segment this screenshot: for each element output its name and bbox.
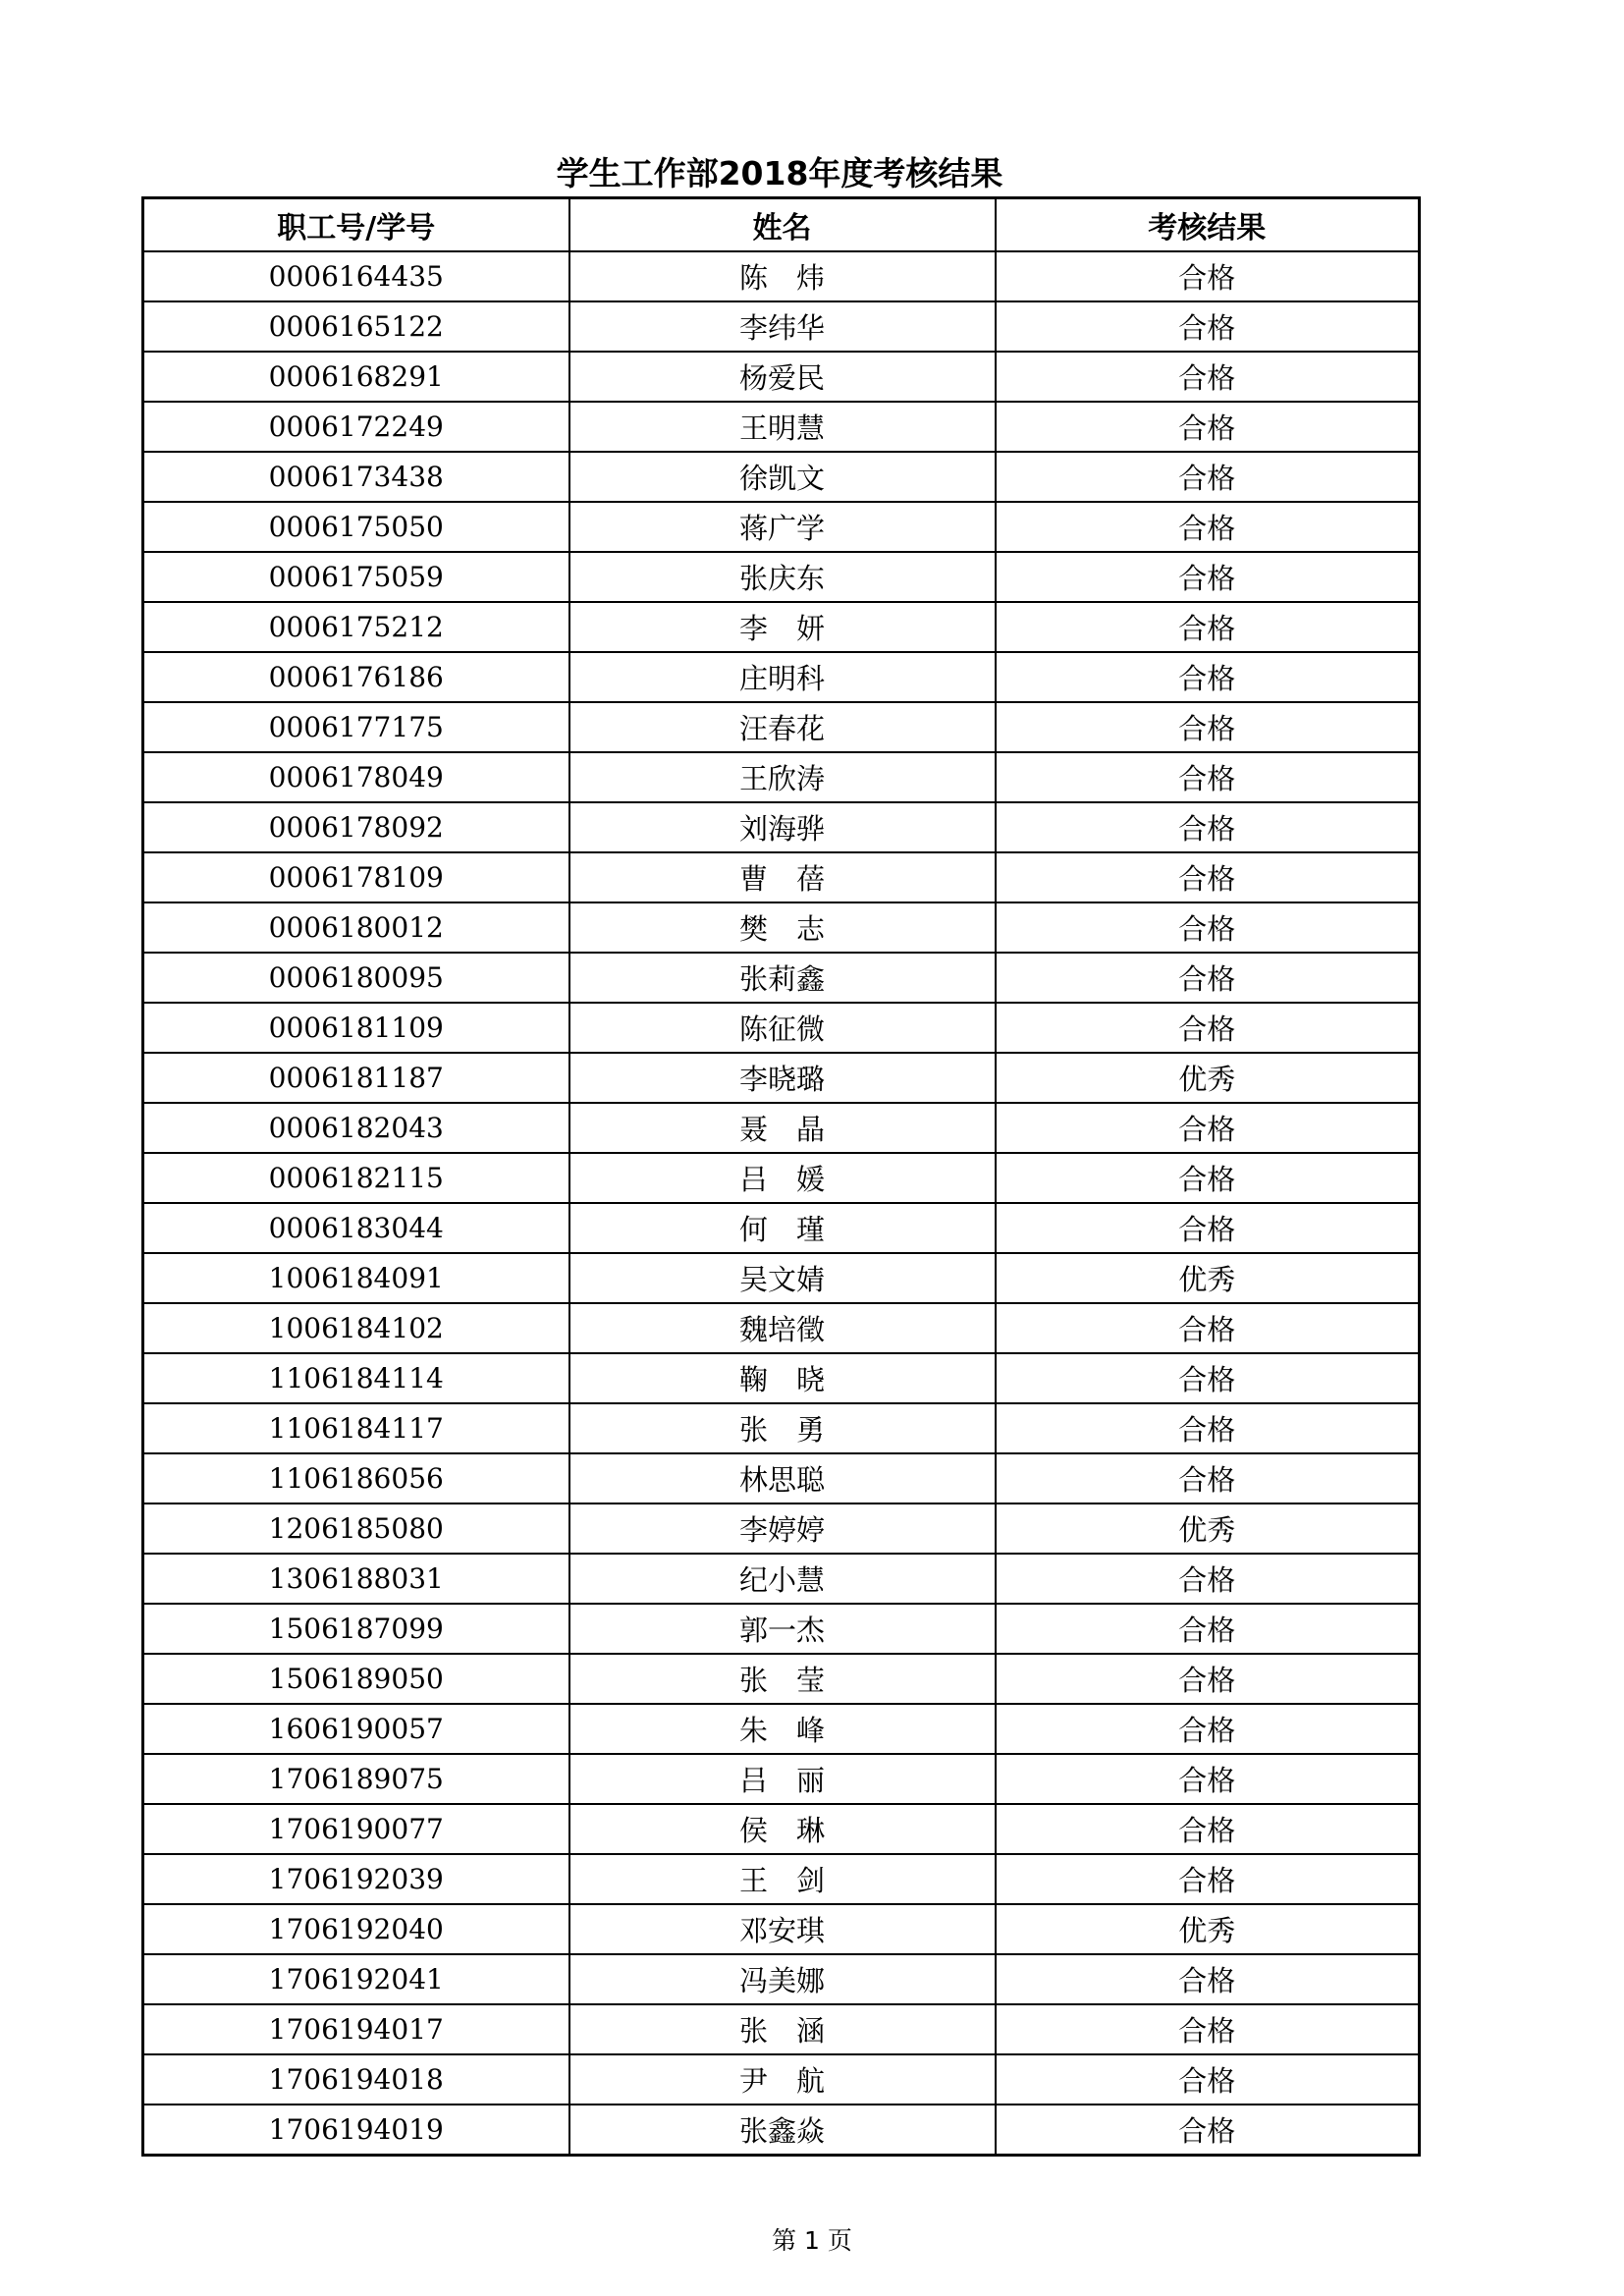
cell-result: 合格 <box>996 852 1420 902</box>
cell-result: 合格 <box>996 1153 1420 1203</box>
cell-result: 优秀 <box>996 1053 1420 1103</box>
table-row <box>143 1103 1420 1153</box>
table-row <box>143 1203 1420 1253</box>
cell-name: 张鑫焱 <box>569 2105 996 2156</box>
cell-result: 优秀 <box>996 1253 1420 1303</box>
header-name: 姓名 <box>569 198 996 252</box>
cell-name: 汪春花 <box>569 702 996 752</box>
table-row <box>143 602 1420 652</box>
table-row <box>143 852 1420 902</box>
cell-id: 1506187099 <box>143 1604 569 1654</box>
table-row <box>143 251 1420 301</box>
cell-result: 合格 <box>996 702 1420 752</box>
cell-result: 合格 <box>996 1103 1420 1153</box>
cell-id: 0006182115 <box>143 1153 569 1203</box>
table-row <box>143 1403 1420 1453</box>
cell-name: 李婷婷 <box>569 1503 996 1554</box>
cell-id: 0006177175 <box>143 702 569 752</box>
cell-result: 合格 <box>996 1954 1420 2004</box>
cell-id: 1706190077 <box>143 1804 569 1854</box>
cell-result: 合格 <box>996 752 1420 802</box>
cell-name: 张莉鑫 <box>569 953 996 1003</box>
cell-name: 王欣涛 <box>569 752 996 802</box>
cell-name: 庄明科 <box>569 652 996 702</box>
cell-id: 1006184091 <box>143 1253 569 1303</box>
cell-result: 合格 <box>996 2004 1420 2054</box>
cell-id: 0006178092 <box>143 802 569 852</box>
cell-name: 张 涵 <box>569 2004 996 2054</box>
cell-id: 0006181187 <box>143 1053 569 1103</box>
cell-id: 0006180095 <box>143 953 569 1003</box>
table-body <box>143 251 1420 2156</box>
table-row <box>143 1804 1420 1854</box>
cell-result: 合格 <box>996 251 1420 301</box>
cell-id: 0006180012 <box>143 902 569 953</box>
cell-name: 聂 晶 <box>569 1103 996 1153</box>
cell-id: 1206185080 <box>143 1503 569 1554</box>
cell-name: 曹 蓓 <box>569 852 996 902</box>
cell-id: 0006181109 <box>143 1003 569 1053</box>
cell-id: 0006182043 <box>143 1103 569 1153</box>
cell-name: 吴文婧 <box>569 1253 996 1303</box>
cell-name: 张 莹 <box>569 1654 996 1704</box>
cell-result: 合格 <box>996 602 1420 652</box>
cell-name: 徐凯文 <box>569 452 996 502</box>
cell-result: 合格 <box>996 2105 1420 2156</box>
cell-result: 合格 <box>996 1203 1420 1253</box>
header-id: 职工号/学号 <box>143 198 569 252</box>
cell-name: 吕 丽 <box>569 1754 996 1804</box>
cell-id: 0006168291 <box>143 352 569 402</box>
cell-id: 1706192041 <box>143 1954 569 2004</box>
cell-result: 合格 <box>996 1403 1420 1453</box>
table-row <box>143 402 1420 452</box>
table-row <box>143 802 1420 852</box>
cell-name: 王明慧 <box>569 402 996 452</box>
table-row <box>143 953 1420 1003</box>
cell-result: 合格 <box>996 2054 1420 2105</box>
cell-name: 张庆东 <box>569 552 996 602</box>
table-row <box>143 552 1420 602</box>
cell-name: 朱 峰 <box>569 1704 996 1754</box>
cell-id: 1706189075 <box>143 1754 569 1804</box>
table-row <box>143 1604 1420 1654</box>
cell-name: 杨爱民 <box>569 352 996 402</box>
cell-id: 0006164435 <box>143 251 569 301</box>
table-row <box>143 1954 1420 2004</box>
cell-result: 合格 <box>996 802 1420 852</box>
cell-name: 蒋广学 <box>569 502 996 552</box>
table-row <box>143 652 1420 702</box>
cell-name: 李 妍 <box>569 602 996 652</box>
cell-id: 0006178109 <box>143 852 569 902</box>
cell-result: 合格 <box>996 953 1420 1003</box>
cell-id: 0006172249 <box>143 402 569 452</box>
table-row <box>143 1303 1420 1353</box>
results-table <box>141 196 1421 2157</box>
cell-result: 合格 <box>996 552 1420 602</box>
cell-result: 合格 <box>996 301 1420 352</box>
cell-result: 合格 <box>996 1754 1420 1804</box>
cell-name: 邓安琪 <box>569 1904 996 1954</box>
table-row <box>143 452 1420 502</box>
cell-name: 何 瑾 <box>569 1203 996 1253</box>
cell-id: 1606190057 <box>143 1704 569 1754</box>
table-row <box>143 2004 1420 2054</box>
table-row <box>143 1554 1420 1604</box>
cell-id: 1006184102 <box>143 1303 569 1353</box>
table-row <box>143 1253 1420 1303</box>
cell-id: 1706192039 <box>143 1854 569 1904</box>
cell-result: 优秀 <box>996 1904 1420 1954</box>
cell-id: 0006175212 <box>143 602 569 652</box>
cell-name: 陈 炜 <box>569 251 996 301</box>
cell-name: 魏培徵 <box>569 1303 996 1353</box>
table-row <box>143 702 1420 752</box>
cell-id: 0006175050 <box>143 502 569 552</box>
table-row <box>143 1904 1420 1954</box>
cell-id: 1306188031 <box>143 1554 569 1604</box>
cell-id: 0006176186 <box>143 652 569 702</box>
cell-result: 合格 <box>996 452 1420 502</box>
table-row <box>143 1003 1420 1053</box>
table-header <box>143 198 1420 252</box>
cell-name: 李纬华 <box>569 301 996 352</box>
table-row <box>143 1453 1420 1503</box>
cell-id: 1706194017 <box>143 2004 569 2054</box>
table-row <box>143 1153 1420 1203</box>
table-row <box>143 2054 1420 2105</box>
table-row <box>143 1353 1420 1403</box>
table-row <box>143 1704 1420 1754</box>
table-row <box>143 1854 1420 1904</box>
table-row <box>143 752 1420 802</box>
table-row <box>143 352 1420 402</box>
cell-result: 合格 <box>996 1804 1420 1854</box>
table-row <box>143 1754 1420 1804</box>
header-result: 考核结果 <box>996 198 1420 252</box>
cell-result: 合格 <box>996 1453 1420 1503</box>
cell-id: 0006183044 <box>143 1203 569 1253</box>
table-row <box>143 1503 1420 1554</box>
cell-name: 郭一杰 <box>569 1604 996 1654</box>
table-row <box>143 1654 1420 1704</box>
cell-name: 张 勇 <box>569 1403 996 1453</box>
cell-result: 合格 <box>996 352 1420 402</box>
header-row <box>143 198 1420 252</box>
cell-name: 冯美娜 <box>569 1954 996 2004</box>
cell-id: 1706192040 <box>143 1904 569 1954</box>
cell-name: 吕 媛 <box>569 1153 996 1203</box>
cell-id: 1106184114 <box>143 1353 569 1403</box>
table-row <box>143 1053 1420 1103</box>
cell-result: 合格 <box>996 1554 1420 1604</box>
table-row <box>143 2105 1420 2156</box>
page-number: 第 1 页 <box>772 2226 852 2255</box>
cell-name: 陈征微 <box>569 1003 996 1053</box>
cell-id: 0006173438 <box>143 452 569 502</box>
cell-name: 鞠 晓 <box>569 1353 996 1403</box>
cell-id: 1106186056 <box>143 1453 569 1503</box>
table-row <box>143 902 1420 953</box>
cell-result: 合格 <box>996 1654 1420 1704</box>
cell-id: 1706194019 <box>143 2105 569 2156</box>
cell-result: 合格 <box>996 402 1420 452</box>
cell-id: 1706194018 <box>143 2054 569 2105</box>
cell-result: 合格 <box>996 1854 1420 1904</box>
cell-result: 合格 <box>996 1003 1420 1053</box>
cell-id: 0006178049 <box>143 752 569 802</box>
cell-name: 侯 琳 <box>569 1804 996 1854</box>
cell-result: 合格 <box>996 652 1420 702</box>
cell-result: 合格 <box>996 1704 1420 1754</box>
cell-id: 0006175059 <box>143 552 569 602</box>
table-row <box>143 301 1420 352</box>
cell-result: 合格 <box>996 902 1420 953</box>
cell-id: 1106184117 <box>143 1403 569 1453</box>
cell-id: 1506189050 <box>143 1654 569 1704</box>
cell-result: 优秀 <box>996 1503 1420 1554</box>
cell-name: 纪小慧 <box>569 1554 996 1604</box>
table-row <box>143 502 1420 552</box>
cell-result: 合格 <box>996 1353 1420 1403</box>
cell-name: 刘海骅 <box>569 802 996 852</box>
page-title: 学生工作部2018年度考核结果 <box>556 154 1003 192</box>
cell-name: 樊 志 <box>569 902 996 953</box>
cell-name: 林思聪 <box>569 1453 996 1503</box>
cell-name: 李晓璐 <box>569 1053 996 1103</box>
cell-result: 合格 <box>996 1604 1420 1654</box>
cell-result: 合格 <box>996 1303 1420 1353</box>
cell-name: 尹 航 <box>569 2054 996 2105</box>
cell-name: 王 剑 <box>569 1854 996 1904</box>
cell-result: 合格 <box>996 502 1420 552</box>
cell-id: 0006165122 <box>143 301 569 352</box>
